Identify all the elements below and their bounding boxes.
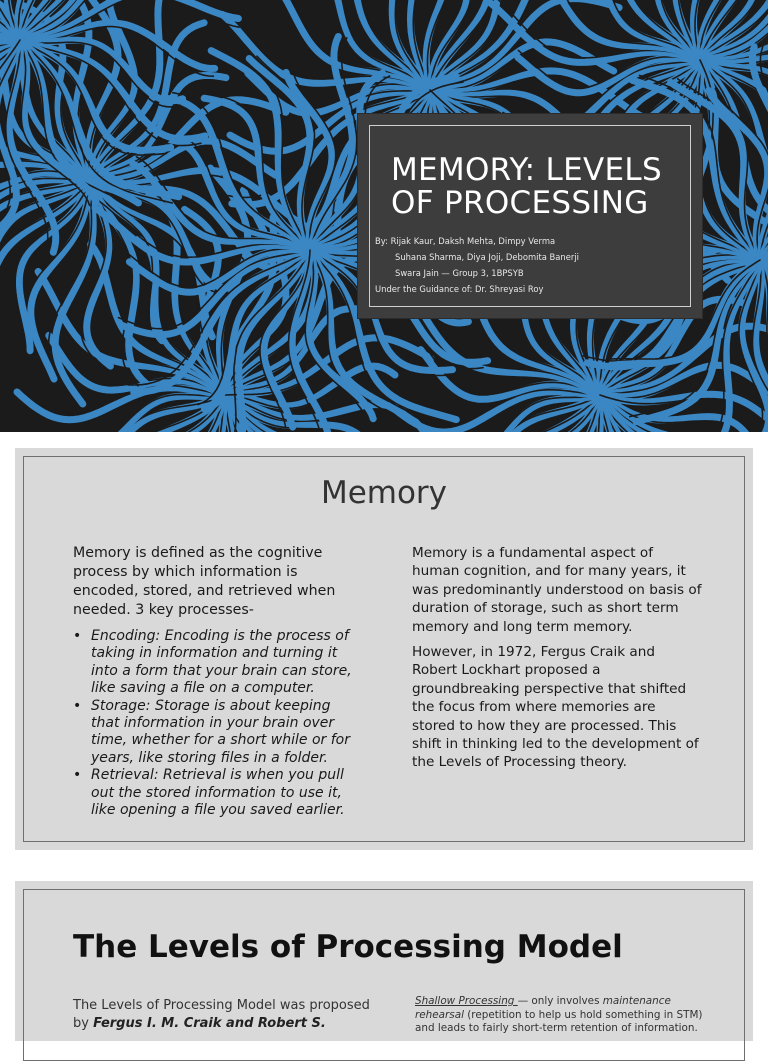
shallow-text-end: (repetition to help us hold something in STM) and leads to fairly short-term retention of information. bbox=[415, 1009, 702, 1035]
title-line-1: MEMORY: LEVELS bbox=[391, 154, 691, 187]
encoding-text: Encoding: Encoding is the process of taking in information and turning it into a form that your brain can store, like saving a file on a computer. bbox=[91, 628, 352, 696]
levels-heading: The Levels of Processing Model bbox=[73, 929, 623, 965]
guidance-line: Under the Guidance of: Dr. Shreyasi Roy bbox=[375, 281, 695, 297]
bullet-marker: • bbox=[73, 767, 81, 784]
presentation-title bbox=[391, 154, 691, 220]
maintenance-rehearsal-term: maintenance rehearsal bbox=[415, 995, 671, 1021]
memory-right-column bbox=[412, 544, 702, 779]
levels-slide bbox=[15, 881, 753, 1041]
shallow-text-mid: — only involves bbox=[518, 995, 603, 1007]
title-box bbox=[358, 114, 702, 318]
author-names: Fergus I. M. Craik and Robert S. bbox=[93, 1016, 326, 1031]
memory-slide bbox=[15, 448, 753, 850]
authors-line-1: By: Rijak Kaur, Daksh Mehta, Dimpy Verma bbox=[375, 233, 695, 249]
list-item bbox=[73, 767, 355, 819]
title-slide bbox=[0, 0, 768, 432]
levels-right-text bbox=[415, 995, 715, 1036]
memory-left-column bbox=[73, 544, 355, 819]
authors-line-2: Suhana Sharma, Diya Joji, Debomita Banerji bbox=[375, 249, 695, 265]
retrieval-text: Retrieval: Retrieval is when you pull out the stored information to use it, like opening a file you saved earlier. bbox=[91, 767, 345, 818]
levels-left-text bbox=[73, 997, 373, 1033]
bullet-marker: • bbox=[73, 698, 81, 715]
memory-definition: Memory is defined as the cognitive process by which information is encoded, stored, and retrieved when needed. 3 key processes- bbox=[73, 544, 355, 620]
memory-context-paragraph: Memory is a fundamental aspect of human cognition, and for many years, it was predominantly understood on basis of duration of storage, such as short term memory and long term memory. bbox=[412, 544, 702, 636]
storage-text: Storage: Storage is about keeping that information in your brain over time, whether for a short while or for years, like storing files in a folder. bbox=[91, 698, 350, 766]
title-line-2: OF PROCESSING bbox=[391, 187, 691, 220]
levels-intro-text: The Levels of Processing Model was proposed by bbox=[73, 998, 370, 1031]
list-item bbox=[73, 628, 355, 698]
bullet-marker: • bbox=[73, 628, 81, 645]
craik-lockhart-paragraph: However, in 1972, Fergus Craik and Robert Lockhart proposed a groundbreaking perspective that shifted the focus from where memories are stored to how they are processed. This shift in thinking led to the development of the Levels of Processing theory. bbox=[412, 643, 702, 772]
memory-heading: Memory bbox=[15, 475, 753, 511]
author-credits bbox=[375, 233, 695, 297]
memory-process-list bbox=[73, 628, 355, 819]
shallow-processing-term: Shallow Processing bbox=[415, 995, 518, 1007]
authors-line-3: Swara Jain — Group 3, 1BPSYB bbox=[375, 265, 695, 281]
list-item bbox=[73, 698, 355, 768]
